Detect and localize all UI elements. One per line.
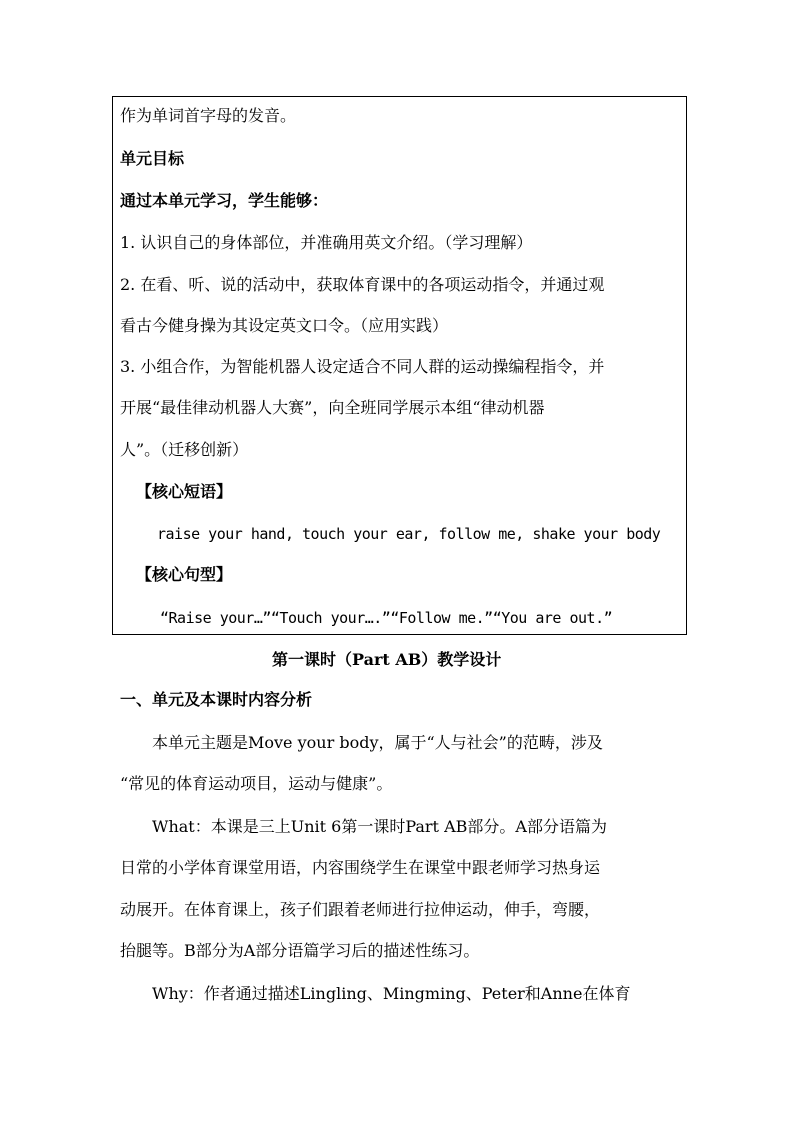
section-1-heading: 一、单元及本课时内容分析	[120, 690, 313, 709]
unit-goal-heading: 单元目标	[120, 149, 185, 168]
core-phrases-heading: 【核心短语】	[136, 482, 233, 501]
goal-2-line-1: 2. 在看、听、说的活动中，获取体育课中的各项运动指令，并通过观	[120, 275, 605, 294]
goal-2-line-2: 看古今健身操为其设定英文口令。（应用实践）	[120, 316, 449, 335]
para-2-line-3: 动展开。在体育课上，孩子们跟着老师进行拉伸运动，伸手，弯腰，	[120, 900, 601, 919]
core-sentences: “Raise your…”“Touch your….”“Follow me.”“You are out.”	[160, 609, 613, 627]
para-2-line-2: 日常的小学体育课堂用语，内容围绕学生在课堂中跟老师学习热身运	[120, 858, 601, 877]
goal-3-line-3: 人”。（迁移创新）	[120, 440, 249, 459]
para-3-line-1: Why：作者通过描述Lingling、Mingming、Peter和Anne在体育	[152, 984, 631, 1003]
para-2-line-1: What：本课是三上Unit 6第一课时Part AB部分。A部分语篇为	[152, 817, 607, 836]
goal-intro: 通过本单元学习，学生能够：	[120, 191, 329, 210]
para-1-line-1: 本单元主题是Move your body，属于“人与社会”的范畴，涉及	[152, 733, 603, 752]
goal-1: 1. 认识自己的身体部位，并准确用英文介绍。（学习理解）	[120, 233, 533, 252]
box-paragraph-1: 作为单词首字母的发音。	[120, 106, 297, 125]
core-sentences-heading: 【核心句型】	[136, 565, 233, 584]
goal-3-line-1: 3. 小组合作，为智能机器人设定适合不同人群的运动操编程指令，并	[120, 357, 605, 376]
para-2-line-4: 抬腿等。B部分为A部分语篇学习后的描述性练习。	[120, 941, 480, 960]
para-1-line-2: “常见的体育运动项目，运动与健康”。	[120, 774, 393, 793]
goal-3-line-2: 开展“最佳律动机器人大赛”，向全班同学展示本组“律动机器	[120, 398, 545, 417]
core-phrases: raise your hand, touch your ear, follow me, shake your body	[157, 525, 661, 543]
lesson-title: 第一课时（Part AB）教学设计	[272, 650, 502, 669]
